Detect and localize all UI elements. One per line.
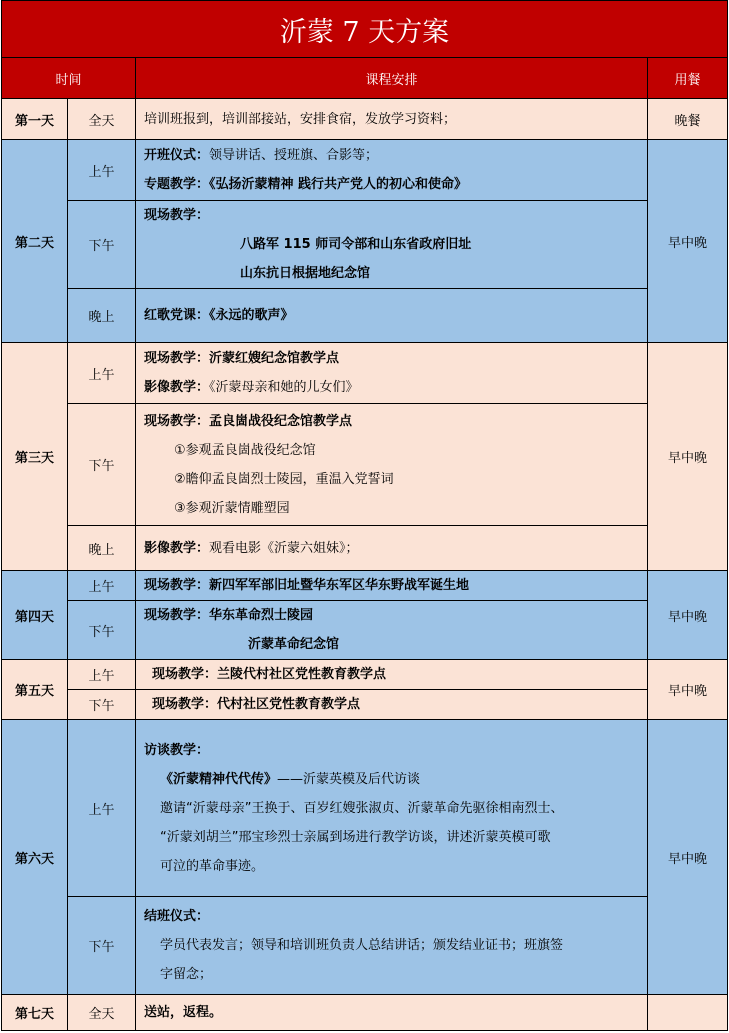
day2-am-period: 上午: [68, 140, 136, 201]
day3-am-row: [2, 343, 728, 404]
day6-meal: 早中晚: [648, 720, 728, 995]
day3-pm-line2: ①参观孟良崮战役纪念馆: [174, 442, 316, 458]
day4-am-content: 现场教学：新四军军部旧址暨华东军区华东野战军诞生地: [136, 571, 648, 601]
day4-meal: 早中晚: [648, 571, 728, 660]
day2-pm-content: [136, 201, 648, 289]
day3-pm-line3: ②瞻仰孟良崮烈士陵园，重温入党誓词: [174, 471, 394, 487]
day6-am-period: 上午: [68, 720, 136, 897]
day6-am-line4: “沂蒙刘胡兰”邢宝珍烈士亲属到场进行教学访谈，讲述沂蒙英模可歌: [160, 829, 551, 845]
day2-pm-line2: 八路军 115 师司令部和山东省政府旧址: [240, 237, 472, 252]
day6-pm-content: [136, 897, 648, 995]
day6-pm-row: [2, 897, 728, 995]
day5-pm-content: 现场教学：代村社区党性教育教学点: [136, 690, 648, 720]
day6-am-line3: 邀请“沂蒙母亲”王换于、百岁红嫂张淑贞、沂蒙革命先驱徐相南烈士、: [160, 800, 564, 816]
day6-label: 第六天: [2, 720, 68, 995]
day5-meal: 早中晚: [648, 660, 728, 720]
day2-am-line2: 专题教学：《弘扬沂蒙精神 践行共产党人的初心和使命》: [144, 177, 468, 192]
day3-meal: 早中晚: [648, 343, 728, 571]
day2-am-line1-head: 开班仪式：: [144, 148, 210, 163]
day6-am-line2-body: ——沂蒙英模及后代访谈: [277, 771, 421, 787]
day1-meal: 晚餐: [648, 99, 728, 140]
day4-am-row: [2, 571, 728, 601]
day5-am-period: 上午: [68, 660, 136, 690]
day3-eve-body: 观看电影《沂蒙六姐妹》；: [209, 540, 359, 556]
day2-meal: 早中晚: [648, 140, 728, 343]
day1-label: 第一天: [2, 99, 68, 140]
day6-am-content: [136, 720, 648, 897]
day4-pm-line1: 现场教学：华东革命烈士陵园: [144, 608, 314, 623]
header-course: 课程安排: [136, 58, 648, 99]
day1-row: [2, 99, 728, 140]
day7-period: 全天: [68, 995, 136, 1031]
day3-label: 第三天: [2, 343, 68, 571]
day3-eve-content: [136, 526, 648, 571]
day5-am-row: [2, 660, 728, 690]
day2-am-content: [136, 140, 648, 201]
header-time: 时间: [2, 58, 136, 99]
day3-pm-line1: 现场教学：孟良崮战役纪念馆教学点: [144, 413, 353, 429]
day2-pm-line3: 山东抗日根据地纪念馆: [240, 266, 371, 281]
day7-label: 第七天: [2, 995, 68, 1031]
day3-eve-period: 晚上: [68, 526, 136, 571]
day6-am-line1: 访谈教学：: [144, 742, 210, 758]
day3-pm-row: [2, 404, 728, 526]
day6-am-line5: 可泣的革命事迹。: [160, 858, 265, 874]
day2-eve-row: [2, 289, 728, 343]
day6-am-row: [2, 720, 728, 897]
day4-pm-period: 下午: [68, 601, 136, 660]
day5-label: 第五天: [2, 660, 68, 720]
day4-label: 第四天: [2, 571, 68, 660]
day2-am-row: [2, 140, 728, 201]
day5-pm-row: [2, 690, 728, 720]
schedule-table: [1, 0, 728, 1031]
day7-row: [2, 995, 728, 1031]
day3-pm-line4: ③参观沂蒙情雕塑园: [174, 500, 290, 516]
day3-am-line2-body: 《沂蒙母亲和她的儿女们》: [209, 380, 359, 395]
day2-pm-line1: 现场教学：: [144, 208, 210, 223]
day3-pm-content: [136, 404, 648, 526]
day5-am-content: 现场教学：兰陵代村社区党性教育教学点: [136, 660, 648, 690]
day6-pm-period: 下午: [68, 897, 136, 995]
day7-meal: [648, 995, 728, 1031]
day6-pm-line2: 学员代表发言；领导和培训班负责人总结讲话；颁发结业证书；班旗签: [160, 938, 564, 953]
day1-period: 全天: [68, 99, 136, 140]
day7-content: 送站，返程。: [136, 995, 648, 1031]
header-row: [2, 58, 728, 99]
day3-am-line1: 现场教学：沂蒙红嫂纪念馆教学点: [144, 351, 340, 366]
page-title: 沂蒙 7 天方案: [2, 1, 728, 58]
day6-am-line2-head: 《沂蒙精神代代传》: [160, 771, 278, 787]
day3-am-period: 上午: [68, 343, 136, 404]
day4-pm-line2: 沂蒙革命纪念馆: [248, 637, 340, 652]
day2-eve-period: 晚上: [68, 289, 136, 343]
day5-pm-period: 下午: [68, 690, 136, 720]
day2-eve-content: 红歌党课：《永远的歌声》: [136, 289, 648, 343]
day1-content: 培训班报到，培训部接站，安排食宿，发放学习资料；: [136, 99, 648, 140]
day6-pm-line1: 结班仪式：: [144, 909, 210, 924]
day2-pm-period: 下午: [68, 201, 136, 289]
day4-am-period: 上午: [68, 571, 136, 601]
day3-eve-head: 影像教学：: [144, 540, 210, 556]
day4-pm-row: [2, 601, 728, 660]
header-meal: 用餐: [648, 58, 728, 99]
day2-pm-row: [2, 201, 728, 289]
day3-am-line2-head: 影像教学：: [144, 380, 210, 395]
day3-pm-period: 下午: [68, 404, 136, 526]
day2-am-line1-body: 领导讲话、授班旗、合影等；: [209, 148, 379, 163]
day2-label: 第二天: [2, 140, 68, 343]
day3-eve-row: [2, 526, 728, 571]
day4-pm-content: [136, 601, 648, 660]
day3-am-content: [136, 343, 648, 404]
day6-pm-line3: 字留念；: [160, 967, 213, 982]
